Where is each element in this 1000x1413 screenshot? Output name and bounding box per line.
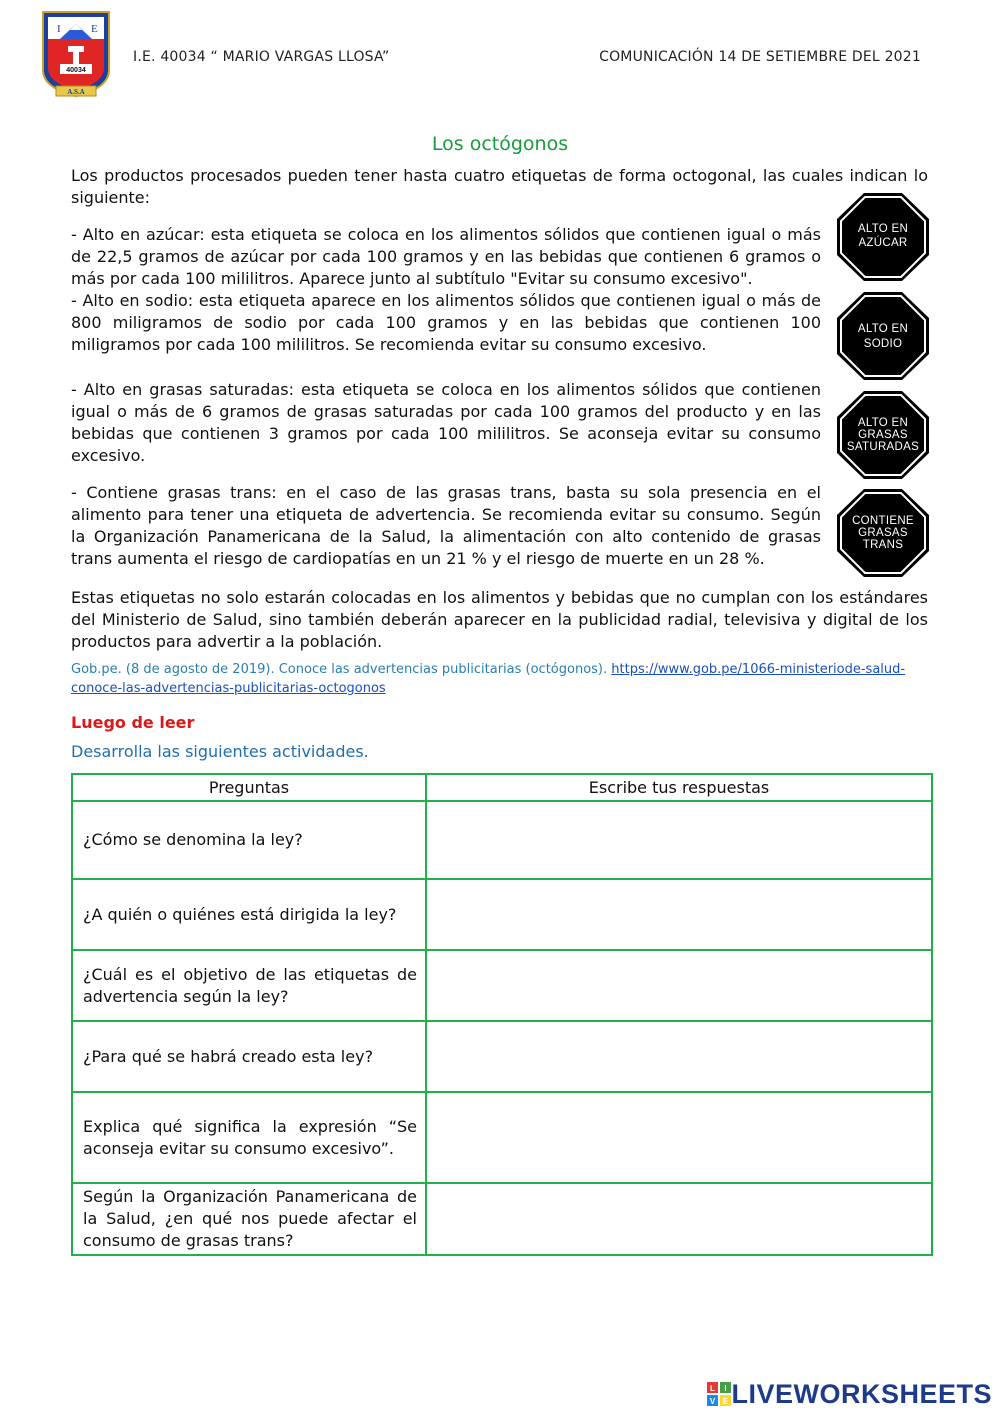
table-row: [72, 1021, 932, 1092]
octagon-high-sodium: [836, 291, 930, 381]
octagon-saturated-line-3: SATURADAS: [846, 441, 920, 453]
table-header-row: [72, 774, 932, 801]
source-citation-text: Gob.pe. (8 de agosto de 2019). Conoce las advertencias publicitarias (octógonos).: [71, 662, 608, 677]
octagon-shape-icon: [836, 291, 930, 381]
questions-table: [71, 773, 933, 1256]
school-crest-logo: [40, 8, 112, 100]
question-cell: ¿A quién o quiénes está dirigida la ley?: [72, 879, 426, 950]
sodium-paragraph: - Alto en sodio: esta etiqueta aparece en los alimentos sólidos que contienen igual o más de 800 miligramos de sodio por cada 100 gramos y en las bebidas que contienen 100 miligramos por cada 100 mililitros. Se recomienda evitar su consumo excesivo.: [71, 291, 821, 354]
octagon-high-sugar: [836, 192, 930, 282]
octagon-contains-trans-fat: [836, 488, 930, 578]
table-row: [72, 950, 932, 1021]
octagon-high-sodium-line-2: SODIO: [863, 338, 903, 350]
school-name: I.E. 40034 “ MARIO VARGAS LLOSA”: [133, 49, 390, 65]
page-title: Los octógonos: [431, 133, 569, 155]
trans-fat-paragraph: - Contiene grasas trans: en el caso de las grasas trans, basta su sola presencia en el alimento para tener una etiqueta de advertencia. Se recomienda evitar su consumo. Según la Organización Panamericana de la Salud, la alimentación con alto contenido de grasas trans aumenta el riesgo de cardiopatías en un 21 % y el riesgo de muerte en un 28 %.: [71, 483, 821, 568]
activities-prompt: Desarrolla las siguientes actividades.: [71, 742, 369, 761]
brand-mark-letter: V: [710, 1397, 716, 1406]
question-cell: Explica qué significa la expresión “Se aconseja evitar su consumo excesivo”.: [72, 1092, 426, 1183]
answer-input-cell[interactable]: [426, 879, 932, 950]
answers-column-header: Escribe tus respuestas: [426, 774, 932, 801]
answer-input-cell[interactable]: [426, 801, 932, 879]
octagon-high-sugar-line-1: ALTO EN: [857, 223, 909, 235]
liveworksheets-brand-text: LIVEWORKSHEETS: [731, 1378, 992, 1409]
liveworksheets-brand[interactable]: [707, 1376, 992, 1412]
crest-letter-right: E: [91, 23, 98, 35]
octagon-saturated-line-1: ALTO EN: [857, 417, 909, 429]
octagon-trans-line-3: TRANS: [862, 539, 904, 551]
saturated-fat-paragraph: - Alto en grasas saturadas: esta etiqueta se coloca en los alimentos sólidos que contienen igual o más de 6 gramos de grasas saturadas por cada 100 gramos del producto y en las bebidas que contienen 3 gramos por cada 100 mililitros. Se aconseja evitar su consumo excesivo.: [71, 380, 821, 465]
answer-input-cell[interactable]: [426, 1021, 932, 1092]
brand-mark-letter: I: [724, 1384, 728, 1393]
subject-date: COMUNICACIÓN 14 DE SETIEMBRE DEL 2021: [599, 49, 921, 65]
crest-letter-left: I: [57, 23, 61, 35]
source-citation: [71, 660, 928, 698]
octagon-trans-line-1: CONTIENE: [852, 515, 914, 527]
octagon-high-sugar-line-2: AZÚCAR: [858, 237, 908, 249]
octagon-high-sodium-line-1: ALTO EN: [857, 323, 909, 335]
crest-number: 40034: [66, 67, 86, 74]
answer-input-cell[interactable]: [426, 1183, 932, 1255]
answer-input-cell[interactable]: [426, 1092, 932, 1183]
table-row: [72, 1092, 932, 1183]
intro-paragraph: Los productos procesados pueden tener hasta cuatro etiquetas de forma octogonal, las cuales indican lo siguiente:: [71, 166, 928, 207]
questions-column-header: Preguntas: [72, 774, 426, 801]
question-cell: ¿Cuál es el objetivo de las etiquetas de advertencia según la ley?: [72, 950, 426, 1021]
octagon-high-saturated-fat: [836, 390, 930, 480]
table-row: [72, 1183, 932, 1255]
closing-paragraph: Estas etiquetas no solo estarán colocadas en los alimentos y bebidas que no cumplan con los estándares del Ministerio de Salud, sino también deberán aparecer en la publicidad radial, televisiva y digital de los productos para advertir a la población.: [71, 588, 928, 651]
after-reading-heading: Luego de leer: [71, 713, 195, 732]
question-cell: ¿Para qué se habrá creado esta ley?: [72, 1021, 426, 1092]
answer-input-cell[interactable]: [426, 950, 932, 1021]
source-link[interactable]: https://www.gob.pe/1066-ministeriode-salud-conoce-las-advertencias-publicitarias-octogonos: [71, 662, 906, 696]
question-cell: Según la Organización Panamericana de la Salud, ¿en qué nos puede afectar el consumo de grasas trans?: [72, 1183, 426, 1255]
question-cell: ¿Cómo se denomina la ley?: [72, 801, 426, 879]
brand-mark-letter: E: [723, 1397, 729, 1406]
octagon-saturated-line-2: GRASAS: [858, 429, 908, 441]
crest-banner: A.S.A: [67, 88, 85, 96]
table-row: [72, 801, 932, 879]
brand-mark-letter: L: [710, 1384, 716, 1393]
sugar-paragraph: - Alto en azúcar: esta etiqueta se coloca en los alimentos sólidos que contienen igual o más de 22,5 gramos de azúcar por cada 100 gramos y en las bebidas que contienen 6 gramos o más por cada 100 mililitros. Aparece junto al subtítulo "Evitar su consumo excesivo".: [71, 225, 821, 288]
table-row: [72, 879, 932, 950]
liveworksheets-logo-icon: [707, 1382, 731, 1406]
octagon-trans-line-2: GRASAS: [858, 527, 908, 539]
